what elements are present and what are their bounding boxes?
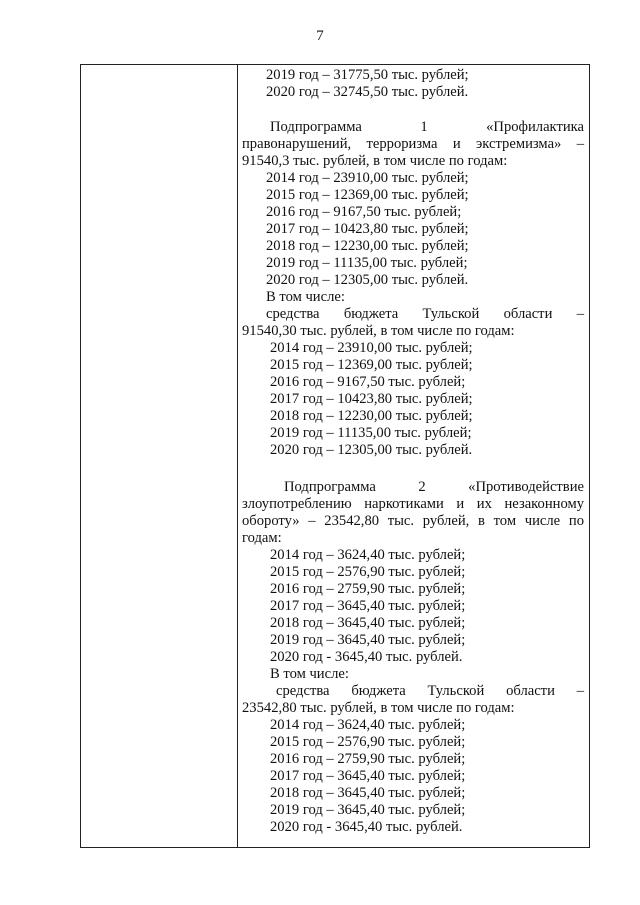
- table-left-column: [81, 65, 238, 847]
- year-line: 2019 год – 3645,40 тыс. рублей;: [270, 802, 466, 818]
- including-label: В том числе:: [270, 666, 349, 682]
- budget-line: 91540,30 тыс. рублей, в том числе по годам:: [242, 323, 515, 339]
- year-line: 2016 год – 2759,90 тыс. рублей;: [270, 581, 466, 597]
- year-line: 2019 год – 31775,50 тыс. рублей;: [266, 67, 469, 83]
- page-number: 7: [316, 28, 324, 44]
- table-right-column: [238, 65, 589, 847]
- subprogram-2-heading: Подпрограмма 2 «Противодействие: [284, 479, 584, 495]
- year-line: 2015 год – 2576,90 тыс. рублей;: [270, 734, 466, 750]
- year-line: 2019 год – 11135,00 тыс. рублей;: [266, 255, 468, 271]
- year-line: 2019 год – 11135,00 тыс. рублей;: [270, 425, 472, 441]
- budget-line: 23542,80 тыс. рублей, в том числе по годам:: [242, 700, 515, 716]
- year-line: 2015 год – 12369,00 тыс. рублей;: [270, 357, 473, 373]
- subprogram-2-heading: обороту» – 23542,80 тыс. рублей, в том числе по: [242, 513, 584, 529]
- year-line: 2020 год - 3645,40 тыс. рублей.: [270, 819, 463, 835]
- subprogram-1-heading: Подпрограмма 1 «Профилактика: [270, 119, 584, 135]
- subprogram-2-heading: злоупотреблению наркотиками и их незаконному: [242, 496, 584, 512]
- year-line: 2014 год – 23910,00 тыс. рублей;: [266, 170, 469, 186]
- year-line: 2019 год – 3645,40 тыс. рублей;: [270, 632, 466, 648]
- year-line: 2014 год – 3624,40 тыс. рублей;: [270, 717, 466, 733]
- year-line: 2014 год – 23910,00 тыс. рублей;: [270, 340, 473, 356]
- year-line: 2017 год – 10423,80 тыс. рублей;: [266, 221, 469, 237]
- year-line: 2016 год – 9167,50 тыс. рублей;: [270, 374, 466, 390]
- year-line: 2016 год – 2759,90 тыс. рублей;: [270, 751, 466, 767]
- year-line: 2015 год – 2576,90 тыс. рублей;: [270, 564, 466, 580]
- including-label: В том числе:: [266, 289, 345, 305]
- year-line: 2017 год – 3645,40 тыс. рублей;: [270, 598, 466, 614]
- year-line: 2018 год – 3645,40 тыс. рублей;: [270, 615, 466, 631]
- subprogram-2-heading: годам:: [242, 530, 282, 546]
- year-line: 2020 год - 3645,40 тыс. рублей.: [270, 649, 463, 665]
- year-line: 2014 год – 3624,40 тыс. рублей;: [270, 547, 466, 563]
- budget-line: средства бюджета Тульской области –: [266, 306, 584, 322]
- subprogram-1-heading: правонарушений, терроризма и экстремизма» –: [242, 136, 584, 152]
- year-line: 2018 год – 12230,00 тыс. рублей;: [266, 238, 469, 254]
- year-line: 2015 год – 12369,00 тыс. рублей;: [266, 187, 469, 203]
- year-line: 2020 год – 12305,00 тыс. рублей.: [270, 442, 473, 458]
- program-table: [80, 64, 590, 848]
- year-line: 2016 год – 9167,50 тыс. рублей;: [266, 204, 462, 220]
- year-line: 2017 год – 3645,40 тыс. рублей;: [270, 768, 466, 784]
- year-line: 2017 год – 10423,80 тыс. рублей;: [270, 391, 473, 407]
- year-line: 2018 год – 3645,40 тыс. рублей;: [270, 785, 466, 801]
- year-line: 2018 год – 12230,00 тыс. рублей;: [270, 408, 473, 424]
- budget-line: средства бюджета Тульской области –: [276, 683, 584, 699]
- subprogram-1-heading: 91540,3 тыс. рублей, в том числе по годам:: [242, 153, 508, 169]
- year-line: 2020 год – 32745,50 тыс. рублей.: [266, 84, 469, 100]
- year-line: 2020 год – 12305,00 тыс. рублей.: [266, 272, 469, 288]
